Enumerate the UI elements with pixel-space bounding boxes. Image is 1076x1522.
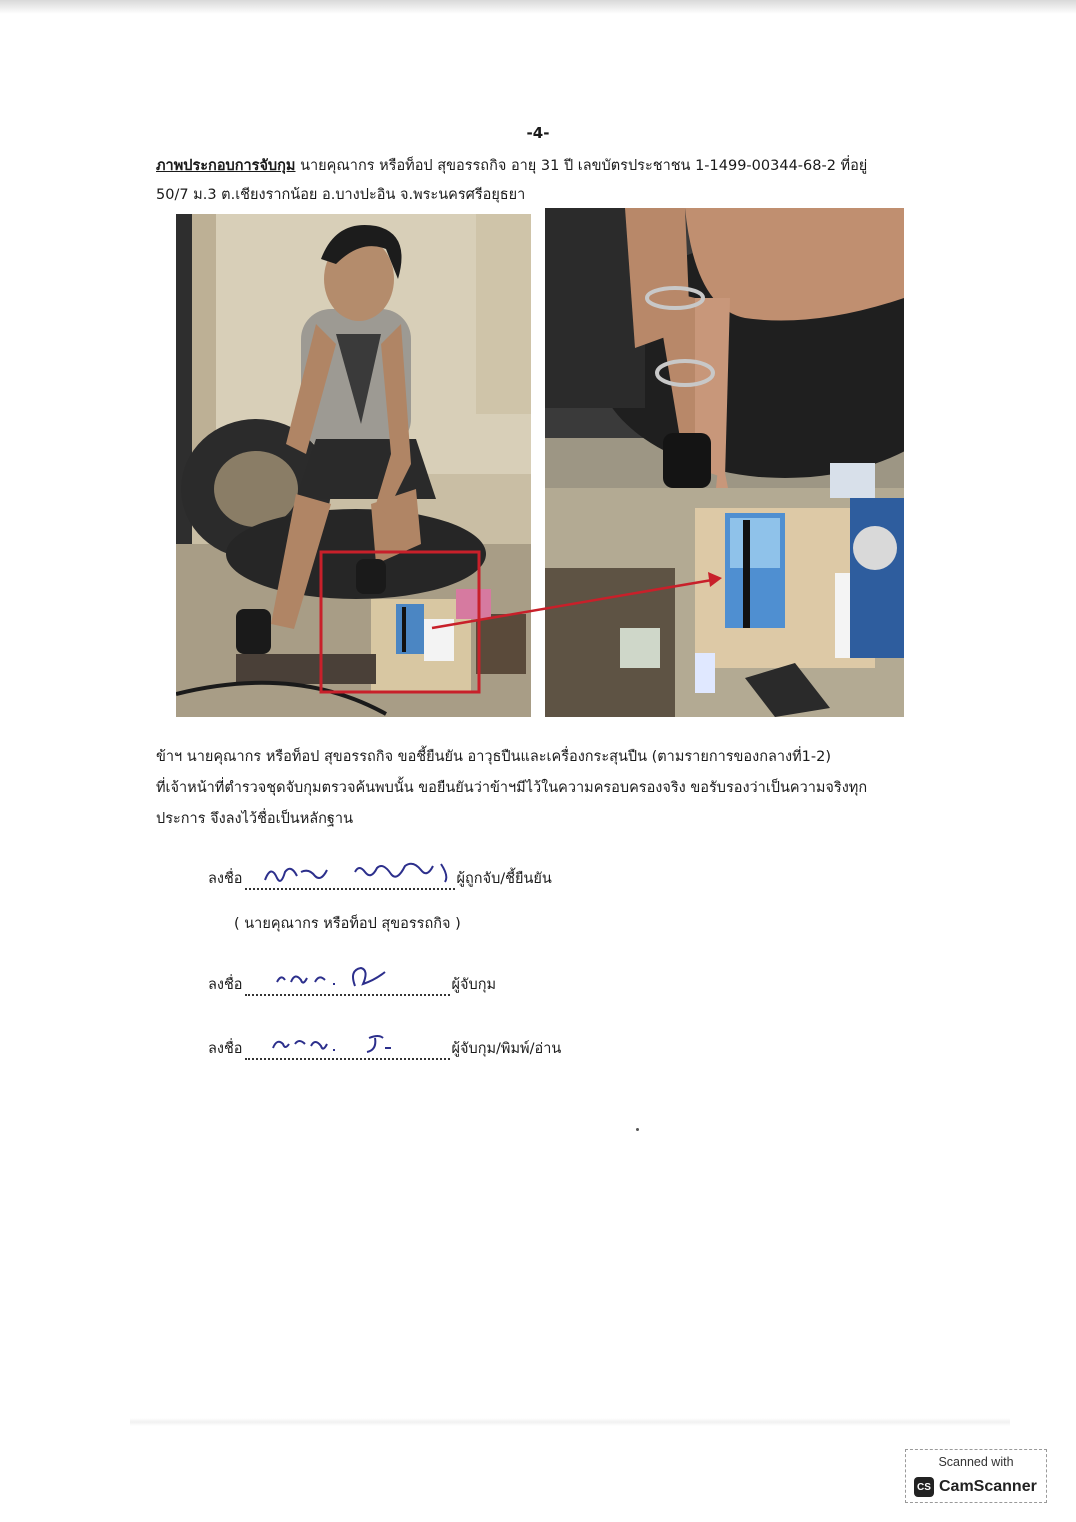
signature-typist	[245, 1036, 450, 1060]
arrest-photo-left	[176, 214, 531, 717]
statement-line3: ประการ จึงลงไว้ชื่อเป็นหลักฐาน	[156, 811, 353, 827]
scan-edge-shadow	[0, 0, 1076, 14]
signature-role: ผู้ถูกจับ/ชี้ยืนยัน	[456, 871, 552, 887]
camscanner-watermark	[905, 1449, 1047, 1503]
signature-prefix: ลงชื่อ	[208, 977, 243, 993]
statement-line2: ที่เจ้าหน้าที่ตำรวจชุดจับกุมตรวจค้นพบนั้น ขอยืนยันว่าข้าฯมีไว้ในความครอบครองจริง ขอรับรองว่าเป็นความจริงทุก	[156, 780, 868, 796]
arrest-photo-right-image	[545, 208, 904, 717]
scan-fold-shade	[130, 1418, 1010, 1426]
signature-role: ผู้จับกุม	[451, 977, 497, 993]
watermark-brand-row	[914, 1477, 1037, 1497]
watermark-brand: CamScanner	[939, 1478, 1037, 1495]
watermark-caption: Scanned with	[938, 1455, 1014, 1469]
signature-prefix: ลงชื่อ	[208, 1041, 243, 1057]
photo-caption	[156, 152, 926, 210]
suspect-printed-name: ( นายคุณากร หรือท็อป สุขอรรถกิจ )	[234, 916, 461, 932]
signature-prefix: ลงชื่อ	[208, 871, 243, 887]
signature-row-typist	[208, 1036, 561, 1060]
confession-statement	[156, 742, 924, 835]
page-number: -4-	[526, 124, 550, 142]
scan-speck	[636, 1128, 639, 1131]
signature-arresting-officer	[245, 972, 450, 996]
caption-line1: นายคุณากร หรือท็อป สุขอรรถกิจ อายุ 31 ปี เลขบัตรประชาชน 1-1499-00344-68-2 ที่อยู่	[295, 158, 868, 174]
handwritten-signature-officer-1	[245, 964, 450, 998]
signature-suspect	[245, 866, 455, 890]
signature-role: ผู้จับกุม/พิมพ์/อ่าน	[451, 1041, 562, 1057]
statement-line1: ข้าฯ นายคุณากร หรือท็อป สุขอรรถกิจ ขอชี้ยืนยัน อาวุธปืนและเครื่องกระสุนปืน (ตามรายการของกลางที่1-2)	[156, 749, 832, 765]
signature-row-arresting-officer	[208, 972, 496, 996]
handwritten-signature-suspect	[245, 858, 455, 892]
camscanner-logo-icon: CS	[914, 1477, 934, 1497]
signature-row-suspect	[208, 866, 552, 890]
caption-line2: 50/7 ม.3 ต.เชียงรากน้อย อ.บางปะอิน จ.พระนครศรีอยุธยา	[156, 187, 526, 203]
caption-heading: ภาพประกอบการจับกุม	[156, 158, 296, 174]
arrest-photo-right	[545, 208, 904, 717]
handwritten-signature-officer-2	[245, 1028, 450, 1062]
arrest-photo-left-image	[176, 214, 531, 717]
